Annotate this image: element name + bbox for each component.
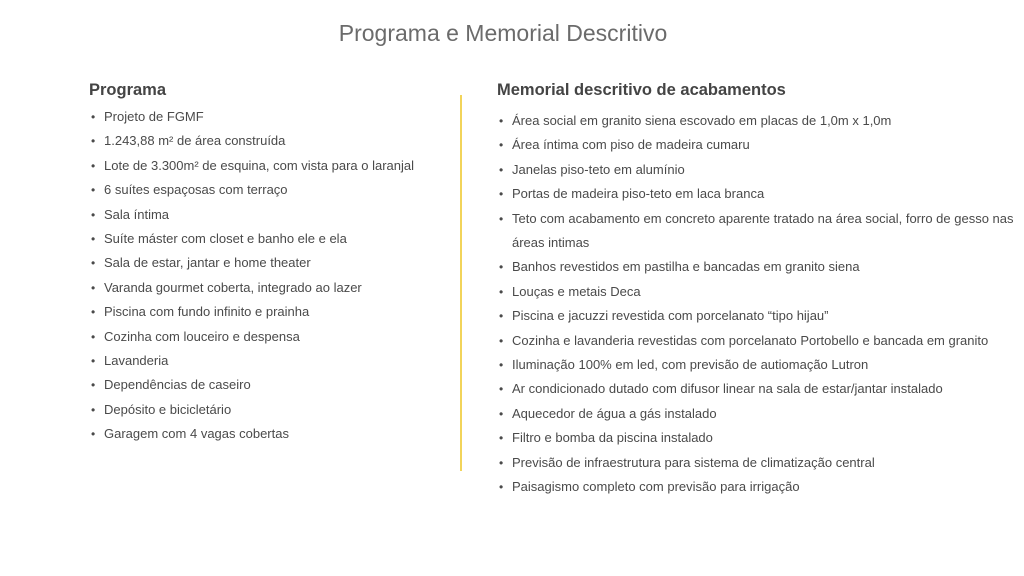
bullet-icon: • (499, 358, 504, 373)
memorial-list (497, 109, 1017, 500)
list-item: • Louças e metais Deca (497, 280, 1017, 304)
list-item: • Lote de 3.300m² de esquina, com vista para o laranjal (89, 154, 449, 178)
page-title: Programa e Memorial Descritivo (338, 20, 668, 46)
list-item: • Teto com acabamento em concreto aparente tratado na área social, forro de gesso nas áreas intimas (497, 207, 1017, 256)
list-item: • Sala íntima (89, 203, 449, 227)
list-item: • Aquecedor de água a gás instalado (497, 402, 1017, 426)
list-item: • Depósito e bicicletário (89, 398, 449, 422)
bullet-icon: • (499, 480, 504, 495)
list-item: • Iluminação 100% em led, com previsão de autiomação Lutron (497, 353, 1017, 377)
list-item: • Portas de madeira piso-teto em laca branca (497, 182, 1017, 206)
bullet-icon: • (499, 284, 504, 299)
bullet-icon: • (91, 305, 96, 320)
list-item: • 1.243,88 m² de área construída (89, 129, 449, 153)
list-item: • Piscina e jacuzzi revestida com porcelanato “tipo hijau” (497, 304, 1017, 328)
list-item: • Área íntima com piso de madeira cumaru (497, 133, 1017, 157)
bullet-icon: • (499, 187, 504, 202)
list-item: • Varanda gourmet coberta, integrado ao lazer (89, 276, 449, 300)
bullet-icon: • (91, 232, 96, 247)
list-item: • Área social em granito siena escovado em placas de 1,0m x 1,0m (497, 109, 1017, 133)
column-divider (460, 95, 462, 471)
bullet-icon: • (91, 256, 96, 271)
list-item: • Cozinha com louceiro e despensa (89, 325, 449, 349)
bullet-icon: • (499, 455, 504, 470)
bullet-icon: • (499, 333, 504, 348)
list-item: • Ar condicionado dutado com difusor linear na sala de estar/jantar instalado (497, 377, 1017, 401)
bullet-icon: • (91, 134, 96, 149)
bullet-icon: • (499, 382, 504, 397)
bullet-icon: • (91, 207, 96, 222)
bullet-icon: • (91, 402, 96, 417)
list-item: • Cozinha e lavanderia revestidas com porcelanato Portobello e bancada em granito (497, 329, 1017, 353)
list-item: • Garagem com 4 vagas cobertas (89, 422, 449, 446)
bullet-icon: • (91, 427, 96, 442)
bullet-icon: • (499, 406, 504, 421)
memorial-section (497, 80, 1017, 500)
memorial-heading: Memorial descritivo de acabamentos (497, 81, 786, 99)
bullet-icon: • (499, 211, 504, 226)
list-item: • Janelas piso-teto em alumínio (497, 158, 1017, 182)
bullet-icon: • (499, 114, 504, 128)
bullet-icon: • (91, 280, 96, 295)
list-item: • Previsão de infraestrutura para sistema de climatização central (497, 451, 1017, 475)
bullet-icon: • (91, 110, 96, 124)
list-item: • Filtro e bomba da piscina instalado (497, 426, 1017, 450)
list-item: • Piscina com fundo infinito e prainha (89, 300, 449, 324)
list-item: • Banhos revestidos em pastilha e bancadas em granito siena (497, 255, 1017, 279)
bullet-icon: • (91, 329, 96, 344)
programa-heading: Programa (89, 81, 167, 99)
bullet-icon: • (91, 158, 96, 173)
list-item: • Suíte máster com closet e banho ele e ela (89, 227, 449, 251)
bullet-icon: • (499, 309, 504, 324)
bullet-icon: • (499, 431, 504, 446)
list-item: • Projeto de FGMF (89, 105, 449, 129)
list-item: • Paisagismo completo com previsão para irrigação (497, 475, 1017, 499)
programa-list (89, 105, 449, 447)
bullet-icon: • (91, 183, 96, 198)
list-item: • Dependências de caseiro (89, 373, 449, 397)
programa-section (89, 80, 449, 447)
bullet-icon: • (91, 378, 96, 393)
bullet-icon: • (499, 138, 504, 153)
list-item: • 6 suítes espaçosas com terraço (89, 178, 449, 202)
bullet-icon: • (91, 354, 96, 369)
bullet-icon: • (499, 162, 504, 177)
bullet-icon: • (499, 260, 504, 275)
list-item: • Sala de estar, jantar e home theater (89, 251, 449, 275)
list-item: • Lavanderia (89, 349, 449, 373)
